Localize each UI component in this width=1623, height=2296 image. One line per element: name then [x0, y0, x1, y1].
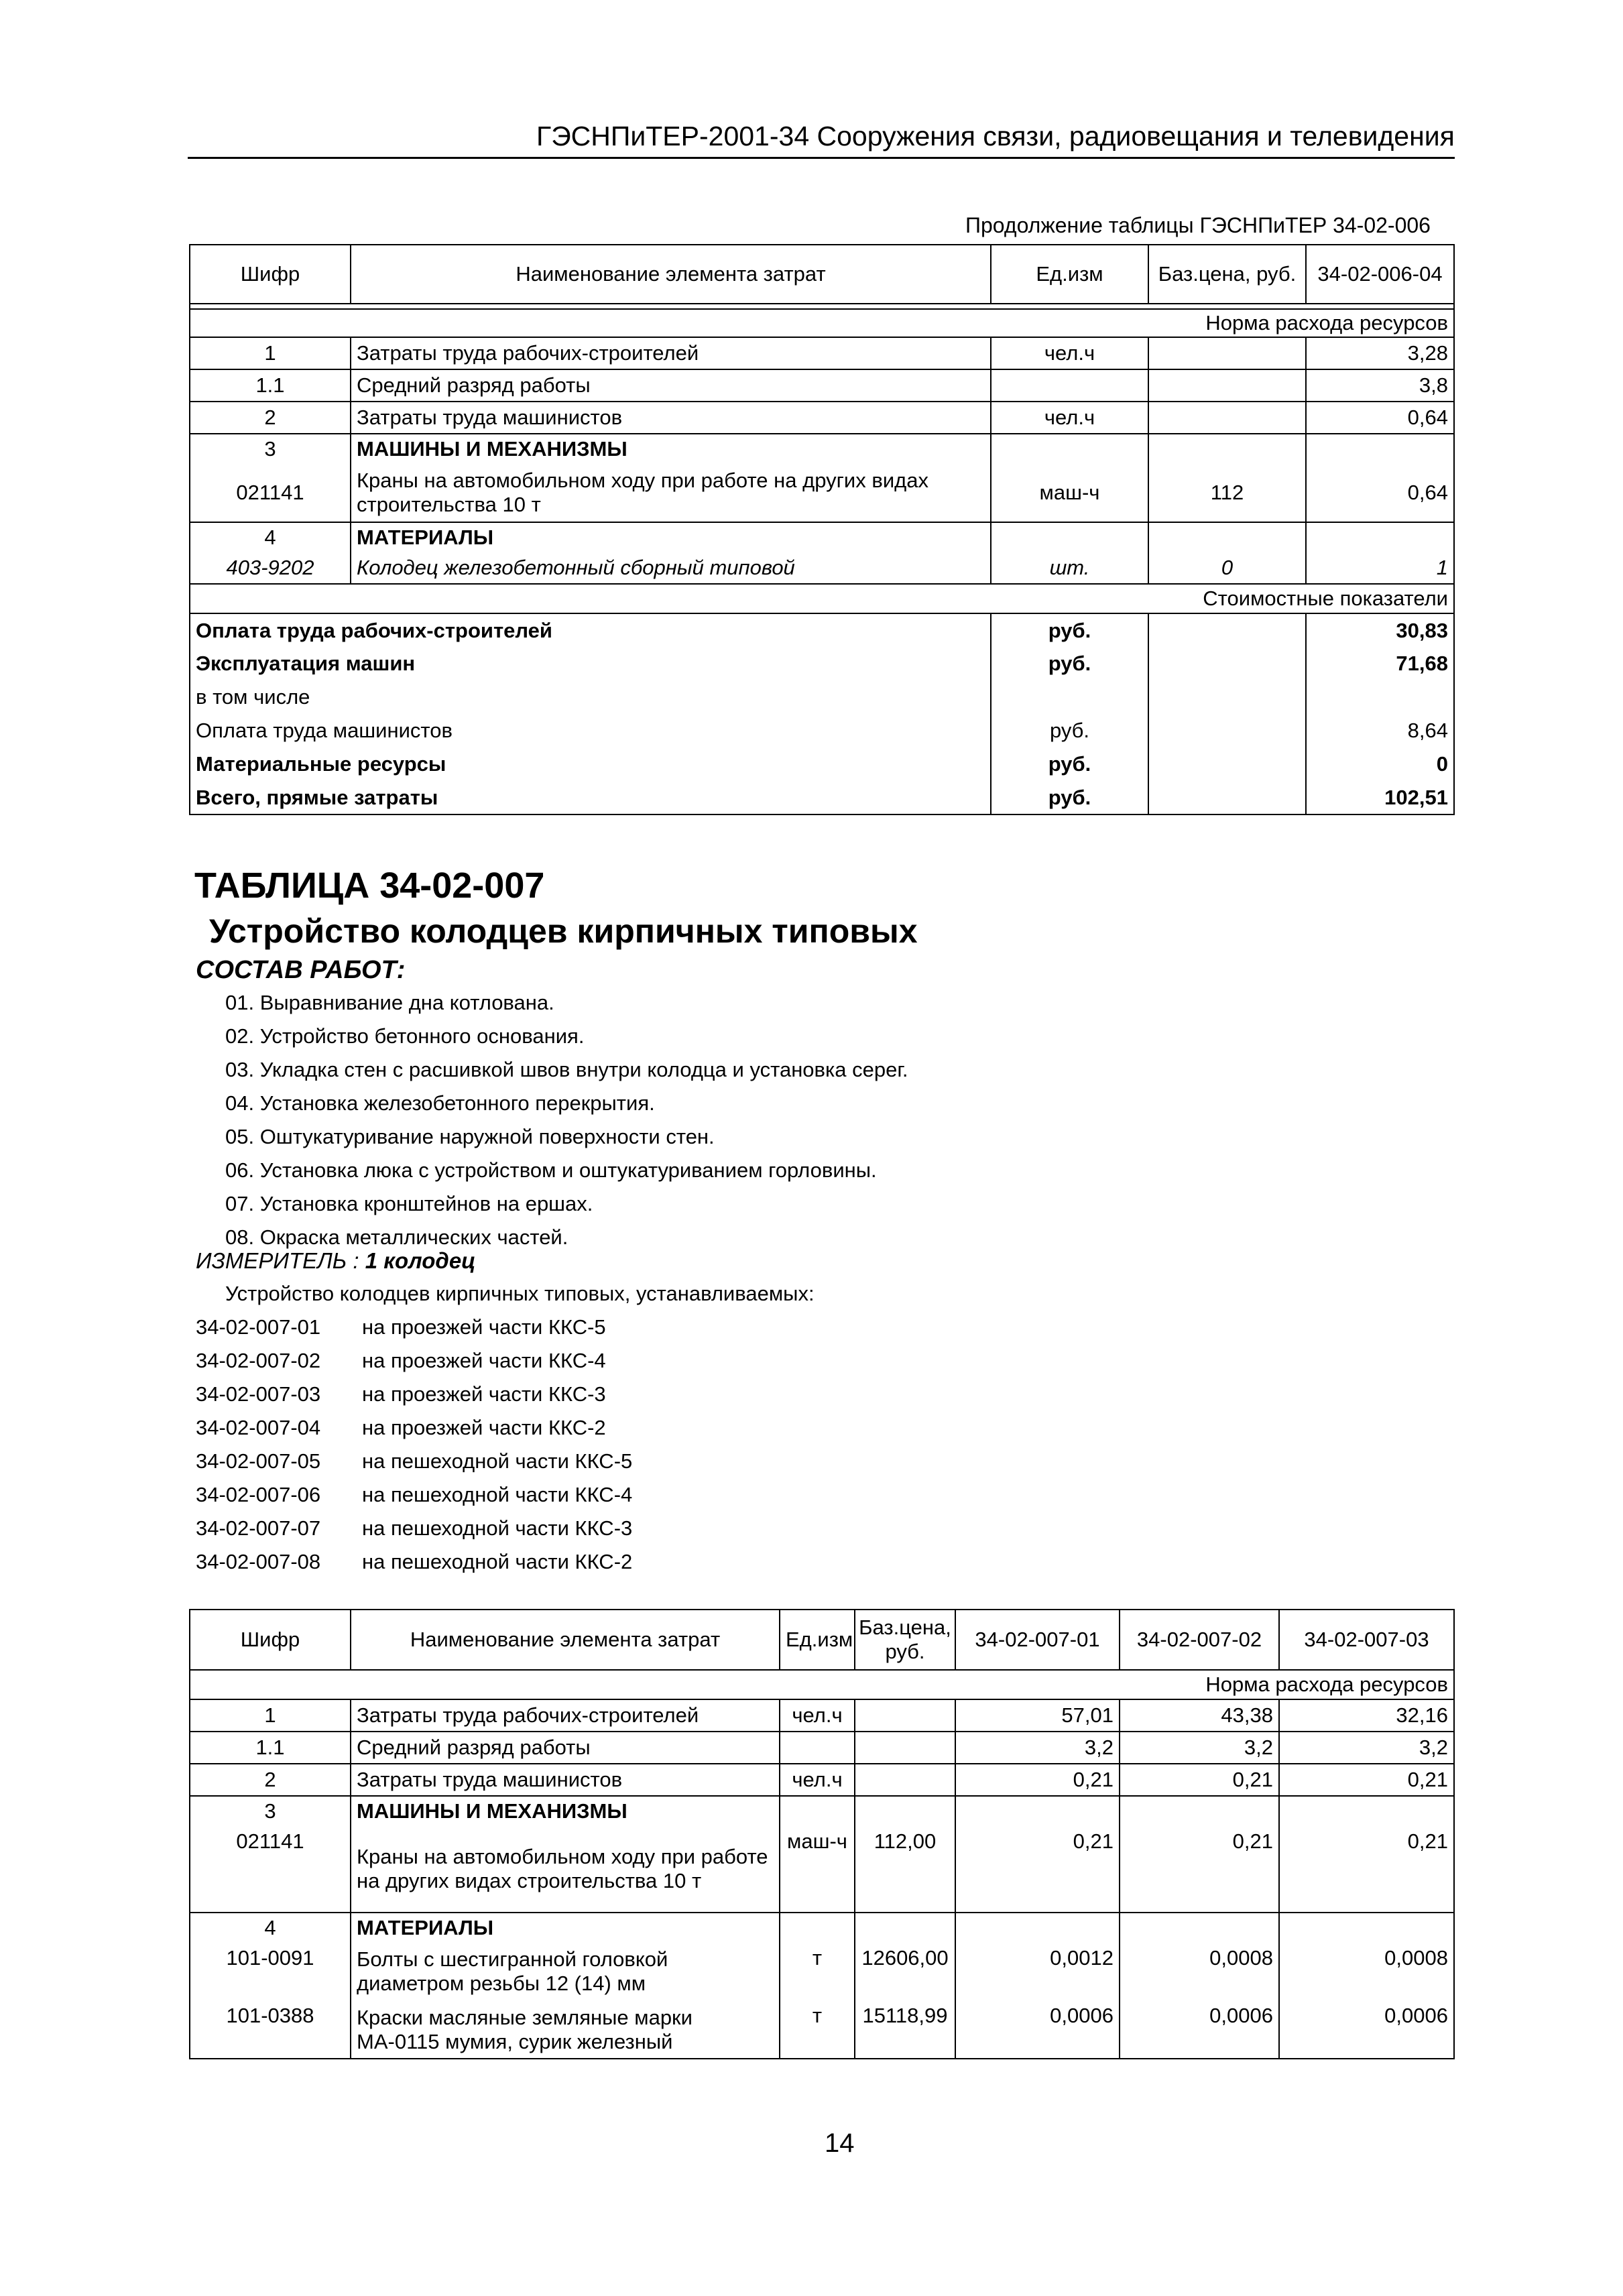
item-code: 34-02-007-05	[196, 1449, 321, 1473]
table-row: 021141 Краны на автомобильном ходу при работе на других видах строительства 10 т маш-ч 112,00 0,21 0,21 0,21	[190, 1825, 1454, 1913]
work-item: 08. Окраска металлических частей.	[225, 1225, 568, 1249]
col-header-code: Шифр	[190, 245, 351, 304]
col-header-unit: Ед.изм	[991, 245, 1148, 304]
cost-label: Стоимостные показатели	[190, 584, 1454, 613]
col-header-price: Баз.цена, руб.	[1148, 245, 1306, 304]
item-desc: на пешеходной части ККС-3	[362, 1516, 633, 1540]
page-number: 14	[825, 2128, 855, 2158]
norm-label: Норма расхода ресурсов	[190, 309, 1454, 337]
col-header-unit: Ед.изм	[780, 1610, 855, 1670]
table-row: 101-0388 Краски масляные земляные марки МА-0115 мумия, сурик железный т 15118,99 0,0006 0,0006 0,0006	[190, 2001, 1454, 2059]
cost-row: в том числе	[190, 680, 1454, 714]
items-intro: Устройство колодцев кирпичных типовых, устанавливаемых:	[225, 1282, 815, 1305]
table-row: 1 Затраты труда рабочих-строителей чел.ч 3,28	[190, 337, 1454, 369]
continuation-caption: Продолжение таблицы ГЭСНПиТЕР 34-02-006	[965, 213, 1431, 237]
col-header-norm-code: 34-02-007-01	[955, 1610, 1120, 1670]
header-rule	[188, 157, 1455, 159]
item-code: 34-02-007-01	[196, 1315, 321, 1339]
work-item: 01. Выравнивание дна котлована.	[225, 991, 554, 1014]
item-code: 34-02-007-06	[196, 1483, 321, 1506]
col-header-norm-code: 34-02-006-04	[1306, 245, 1454, 304]
item-code: 34-02-007-04	[196, 1416, 321, 1439]
item-desc: на проезжей части ККС-4	[362, 1349, 606, 1372]
cost-row: Всего, прямые затраты руб. 102,51	[190, 781, 1454, 814]
running-header: ГЭСНПиТЕР-2001-34 Сооружения связи, радиовещания и телевидения	[536, 121, 1455, 152]
col-header-name: Наименование элемента затрат	[351, 245, 991, 304]
table-row: 2 Затраты труда машинистов чел.ч 0,64	[190, 402, 1454, 434]
col-header-code: Шифр	[190, 1610, 351, 1670]
table-subtitle: Устройство колодцев кирпичных типовых	[209, 912, 918, 950]
item-code: 34-02-007-03	[196, 1382, 321, 1406]
col-header-price: Баз.цена, руб.	[855, 1610, 955, 1670]
table-row: 1.1 Средний разряд работы 3,8	[190, 369, 1454, 402]
table-section-row: 4 МАТЕРИАЛЫ	[190, 522, 1454, 552]
item-code: 34-02-007-02	[196, 1349, 321, 1372]
resource-table-34-02-006	[189, 244, 1455, 815]
item-desc: на пешеходной части ККС-2	[362, 1550, 633, 1573]
item-desc: на проезжей части ККС-3	[362, 1382, 606, 1406]
table-section-row: 4 МАТЕРИАЛЫ	[190, 1913, 1454, 1942]
work-item: 06. Установка люка с устройством и оштукатуриванием горловины.	[225, 1158, 877, 1182]
cost-row: Материальные ресурсы руб. 0	[190, 747, 1454, 781]
norm-label: Норма расхода ресурсов	[190, 1670, 1454, 1699]
composition-label: СОСТАВ РАБОТ:	[196, 956, 406, 984]
work-item: 03. Укладка стен с расшивкой швов внутри колодца и установка серег.	[225, 1058, 908, 1081]
table-header-row	[190, 1610, 1454, 1670]
item-desc: на проезжей части ККС-5	[362, 1315, 606, 1339]
measure-line	[196, 1248, 476, 1274]
table-header-row	[190, 245, 1454, 304]
table-row: 1 Затраты труда рабочих-строителей чел.ч 57,01 43,38 32,16	[190, 1699, 1454, 1732]
item-code: 34-02-007-07	[196, 1516, 321, 1540]
item-code: 34-02-007-08	[196, 1550, 321, 1573]
cost-row: Оплата труда машинистов руб. 8,64	[190, 714, 1454, 747]
table-row: 101-0091 Болты с шестигранной головкой диаметром резьбы 12 (14) мм т 12606,00 0,0012 0,0008 0,0008	[190, 1942, 1454, 2001]
cost-row: Оплата труда рабочих-строителей руб. 30,83	[190, 613, 1454, 647]
col-header-norm-code: 34-02-007-02	[1120, 1610, 1279, 1670]
table-row: 021141 Краны на автомобильном ходу при работе на других видах строительства 10 т маш-ч 112 0,64	[190, 463, 1454, 522]
table-title: ТАБЛИЦА 34-02-007	[194, 865, 545, 906]
table-section-row: 3 МАШИНЫ И МЕХАНИЗМЫ	[190, 434, 1454, 463]
work-item: 04. Установка железобетонного перекрытия.	[225, 1091, 655, 1115]
table-section-row: 3 МАШИНЫ И МЕХАНИЗМЫ	[190, 1796, 1454, 1825]
resource-table-34-02-007	[189, 1609, 1455, 2059]
work-item: 07. Установка кронштейнов на ершах.	[225, 1192, 593, 1215]
measure-value: 1 колодец	[365, 1248, 476, 1273]
table-row: 1.1 Средний разряд работы 3,2 3,2 3,2	[190, 1732, 1454, 1764]
col-header-norm-code: 34-02-007-03	[1279, 1610, 1454, 1670]
work-item: 02. Устройство бетонного основания.	[225, 1024, 585, 1048]
item-desc: на пешеходной части ККС-5	[362, 1449, 633, 1473]
table-row: 403-9202 Колодец железобетонный сборный типовой шт. 0 1	[190, 552, 1454, 584]
item-desc: на проезжей части ККС-2	[362, 1416, 606, 1439]
col-header-name: Наименование элемента затрат	[351, 1610, 780, 1670]
work-item: 05. Оштукатуривание наружной поверхности стен.	[225, 1125, 715, 1148]
item-desc: на пешеходной части ККС-4	[362, 1483, 633, 1506]
cost-row: Эксплуатация машин руб. 71,68	[190, 647, 1454, 680]
measure-label: ИЗМЕРИТЕЛЬ :	[196, 1248, 359, 1273]
table-row: 2 Затраты труда машинистов чел.ч 0,21 0,21 0,21	[190, 1764, 1454, 1796]
